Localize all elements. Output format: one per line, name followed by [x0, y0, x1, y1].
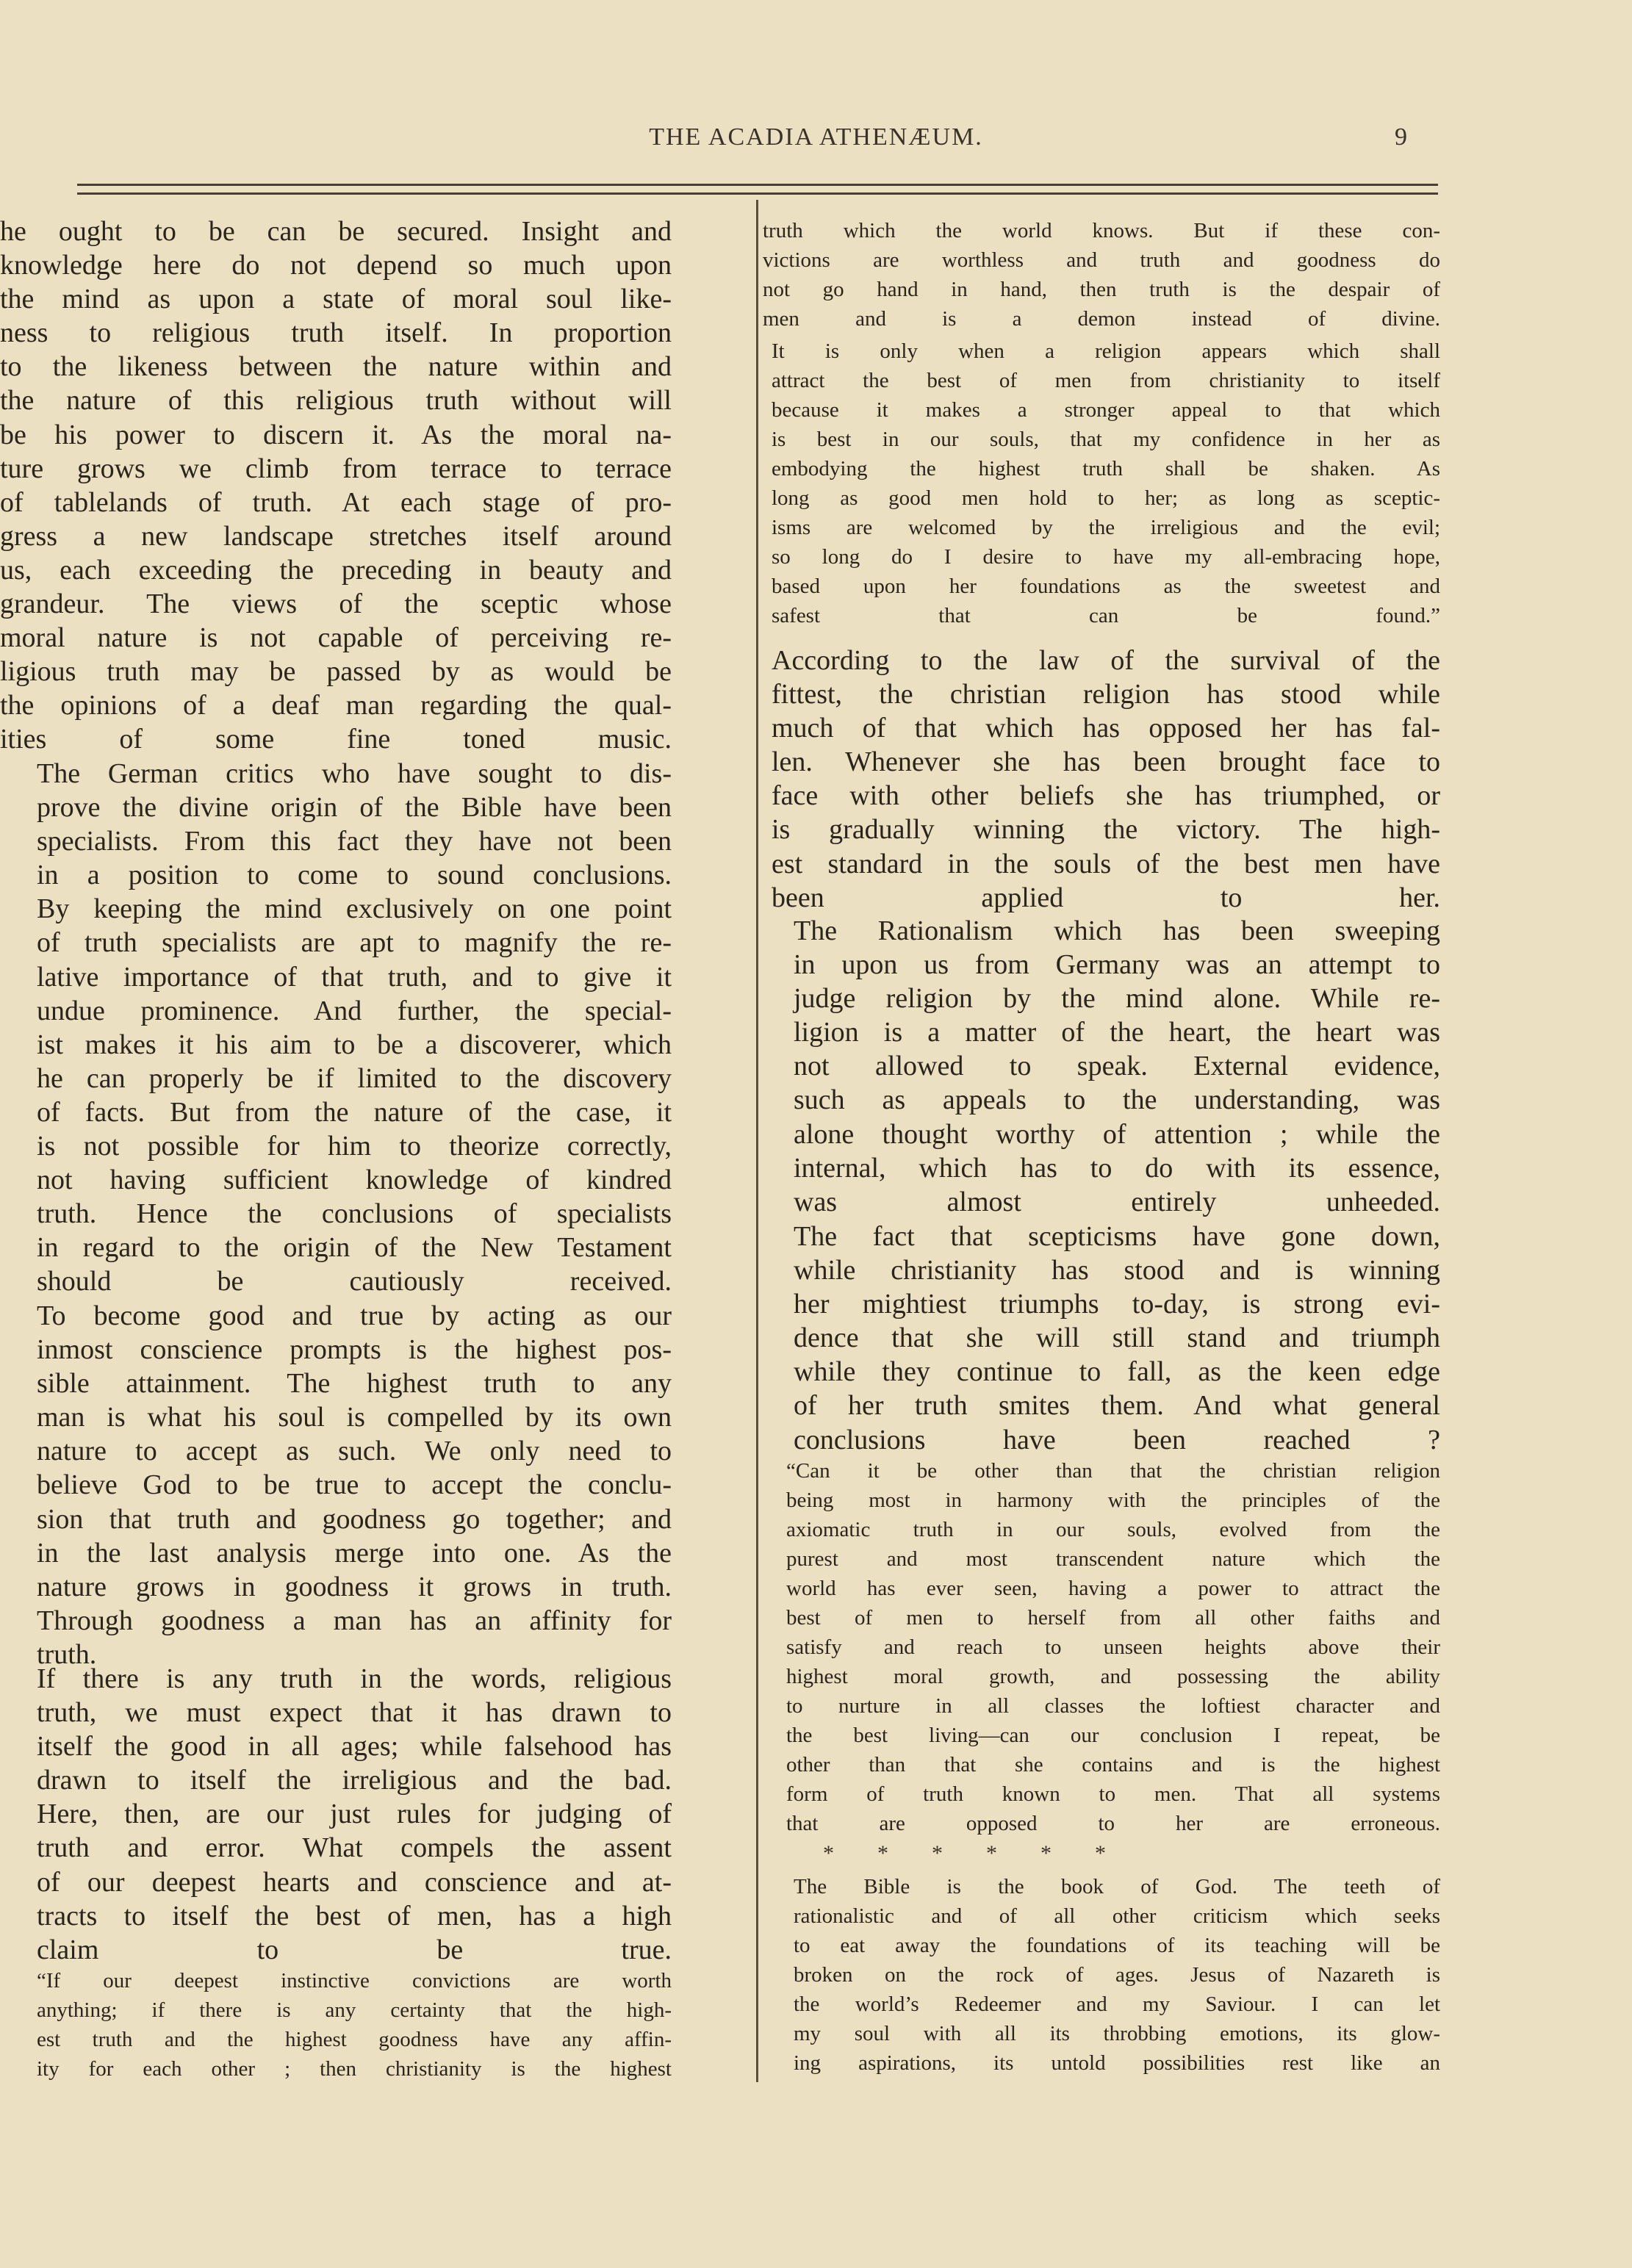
right-paragraph-5: The fact that scepticisms have gone down, while christianity has stood and is winning her mightiest triumphs to-day, is strong evi- dence that she will still stand and triumph while they continue to fall, as the keen edge of her truth smites them. And what general conclusions have been reached ? [794, 1221, 1440, 1455]
page-header-title: THE ACADIA ATHENÆUM. [649, 123, 983, 151]
right-paragraph-2: It is only when a religion appears which shall attract the best of men from christianity to itself because it makes a stronger appeal to that which is best in our souls, that my confidence in her as embodying the highest truth shall be shaken. As long as good men hold to her; as long as sceptic- isms are welcomed by the irreligious and the evil; so long do I desire to have my all-embracing hope, based upon her foundations as the sweetest and safest that can be found.” [772, 339, 1440, 627]
right-paragraph-6: The Bible is the book of God. The teeth of rationalistic and of all other criticism which seeks to eat away the foundations of its teaching will be broken on the rock of ages. Jesus of Nazareth is the world’s Redeemer and my Saviour. I can let my soul with all its throbbing emotions, its glow- ing aspirations, its untold possibilities rest like an [794, 1875, 1440, 2075]
left-quote: “If our deepest instinctive convictions are worth anything; if there is any certainty that the high- est truth and the highest goodness have any affin- ity for each other ; then christianity is the highest [37, 1969, 672, 2081]
left-paragraph-2: The German critics who have sought to dis- prove the divine origin of the Bible have been specialists. From this fact they have not been in a position to come to sound conclusions. By keeping the mind exclusively on one point of truth specialists are apt to magnify the re- lative importance of that truth, and to give it undue prominence. And further, the special- ist makes it his aim to be a discoverer, which he can properly be if limited to the discovery of facts. But from the nature of the case, it is not possible for him to theorize correctly, not having sufficient knowledge of kindred truth. Hence the conclusions of specialists in regard to the origin of the New Testament should be cautiously received. [37, 758, 672, 1297]
left-paragraph-4: If there is any truth in the words, religious truth, we must expect that it has drawn to itself the good in all ages; while falsehood has drawn to itself the irreligious and the bad. Here, then, are our just rules for judging of truth and error. What compels the assent of our deepest hearts and conscience and at- tracts to itself the best of men, has a high claim to be true. [37, 1663, 672, 1965]
right-paragraph-4: The Rationalism which has been sweeping in upon us from Germany was an attempt to judge religion by the mind alone. While re- ligion is a matter of the heart, the heart was not allowed to speak. External evidence, such as appeals to the understanding, was alone thought worthy of attention ; while the internal, which has to do with its essence, was almost entirely unheeded. [794, 915, 1440, 1217]
column-divider [756, 200, 758, 2082]
right-paragraph-3: According to the law of the survival of the fittest, the christian religion has stood while much of that which has opposed her has fal- len. Whenever she has been brought face to face with other beliefs she has triumphed, or is gradually winning the victory. The high- est standard in the souls of the best men have been applied to her. [772, 645, 1440, 913]
right-paragraph-1: truth which the world knows. But if these con- victions are worthless and truth and goodness do not go hand in hand, then truth is the despair of men and is a demon instead of divine. [763, 219, 1440, 331]
left-paragraph-1: he ought to be can be secured. Insight and knowledge here do not depend so much upon the mind as upon a state of moral soul like- ness to religious truth itself. In proportion to the likeness between the nature within and the nature of this religious truth without will be his power to discern it. As the moral na- ture grows we climb from terrace to terrace of tablelands of truth. At each stage of pro- gress a new landscape stretches itself around us, each exceeding the preceding in beauty and grandeur. The views of the sceptic whose moral nature is not capable of perceiving re- ligious truth may be passed by as would be the opinions of a deaf man regarding the qual- ities of some fine toned music. [0, 216, 672, 755]
header-rule-top [77, 184, 1438, 186]
header-rule-bottom [77, 192, 1438, 195]
section-separator: * * * * * * [823, 1841, 1107, 1865]
left-paragraph-3: To become good and true by acting as our inmost conscience prompts is the highest pos- sible attainment. The highest truth to any man is what his soul is compelled by its own nature to accept as such. We only need to believe God to be true to accept the conclu- sion that truth and goodness go together; and in the last analysis merge into one. As the nature grows in goodness it grows in truth. Through goodness a man has an affinity for truth. [37, 1300, 672, 1670]
right-quote: “Can it be other than that the christian religion being most in harmony with the principles of the axiomatic truth in our souls, evolved from the purest and most transcendent nature which the world has ever seen, having a power to attract the best of men to herself from all other faiths and satisfy and reach to unseen heights above their highest moral growth, and possessing the ability to nurture in all classes the loftiest character and the best living—can our conclusion I repeat, be other than that she contains and is the highest form of truth known to men. That all systems that are opposed to her are erroneous. [786, 1459, 1440, 1835]
page-number: 9 [1395, 123, 1407, 151]
